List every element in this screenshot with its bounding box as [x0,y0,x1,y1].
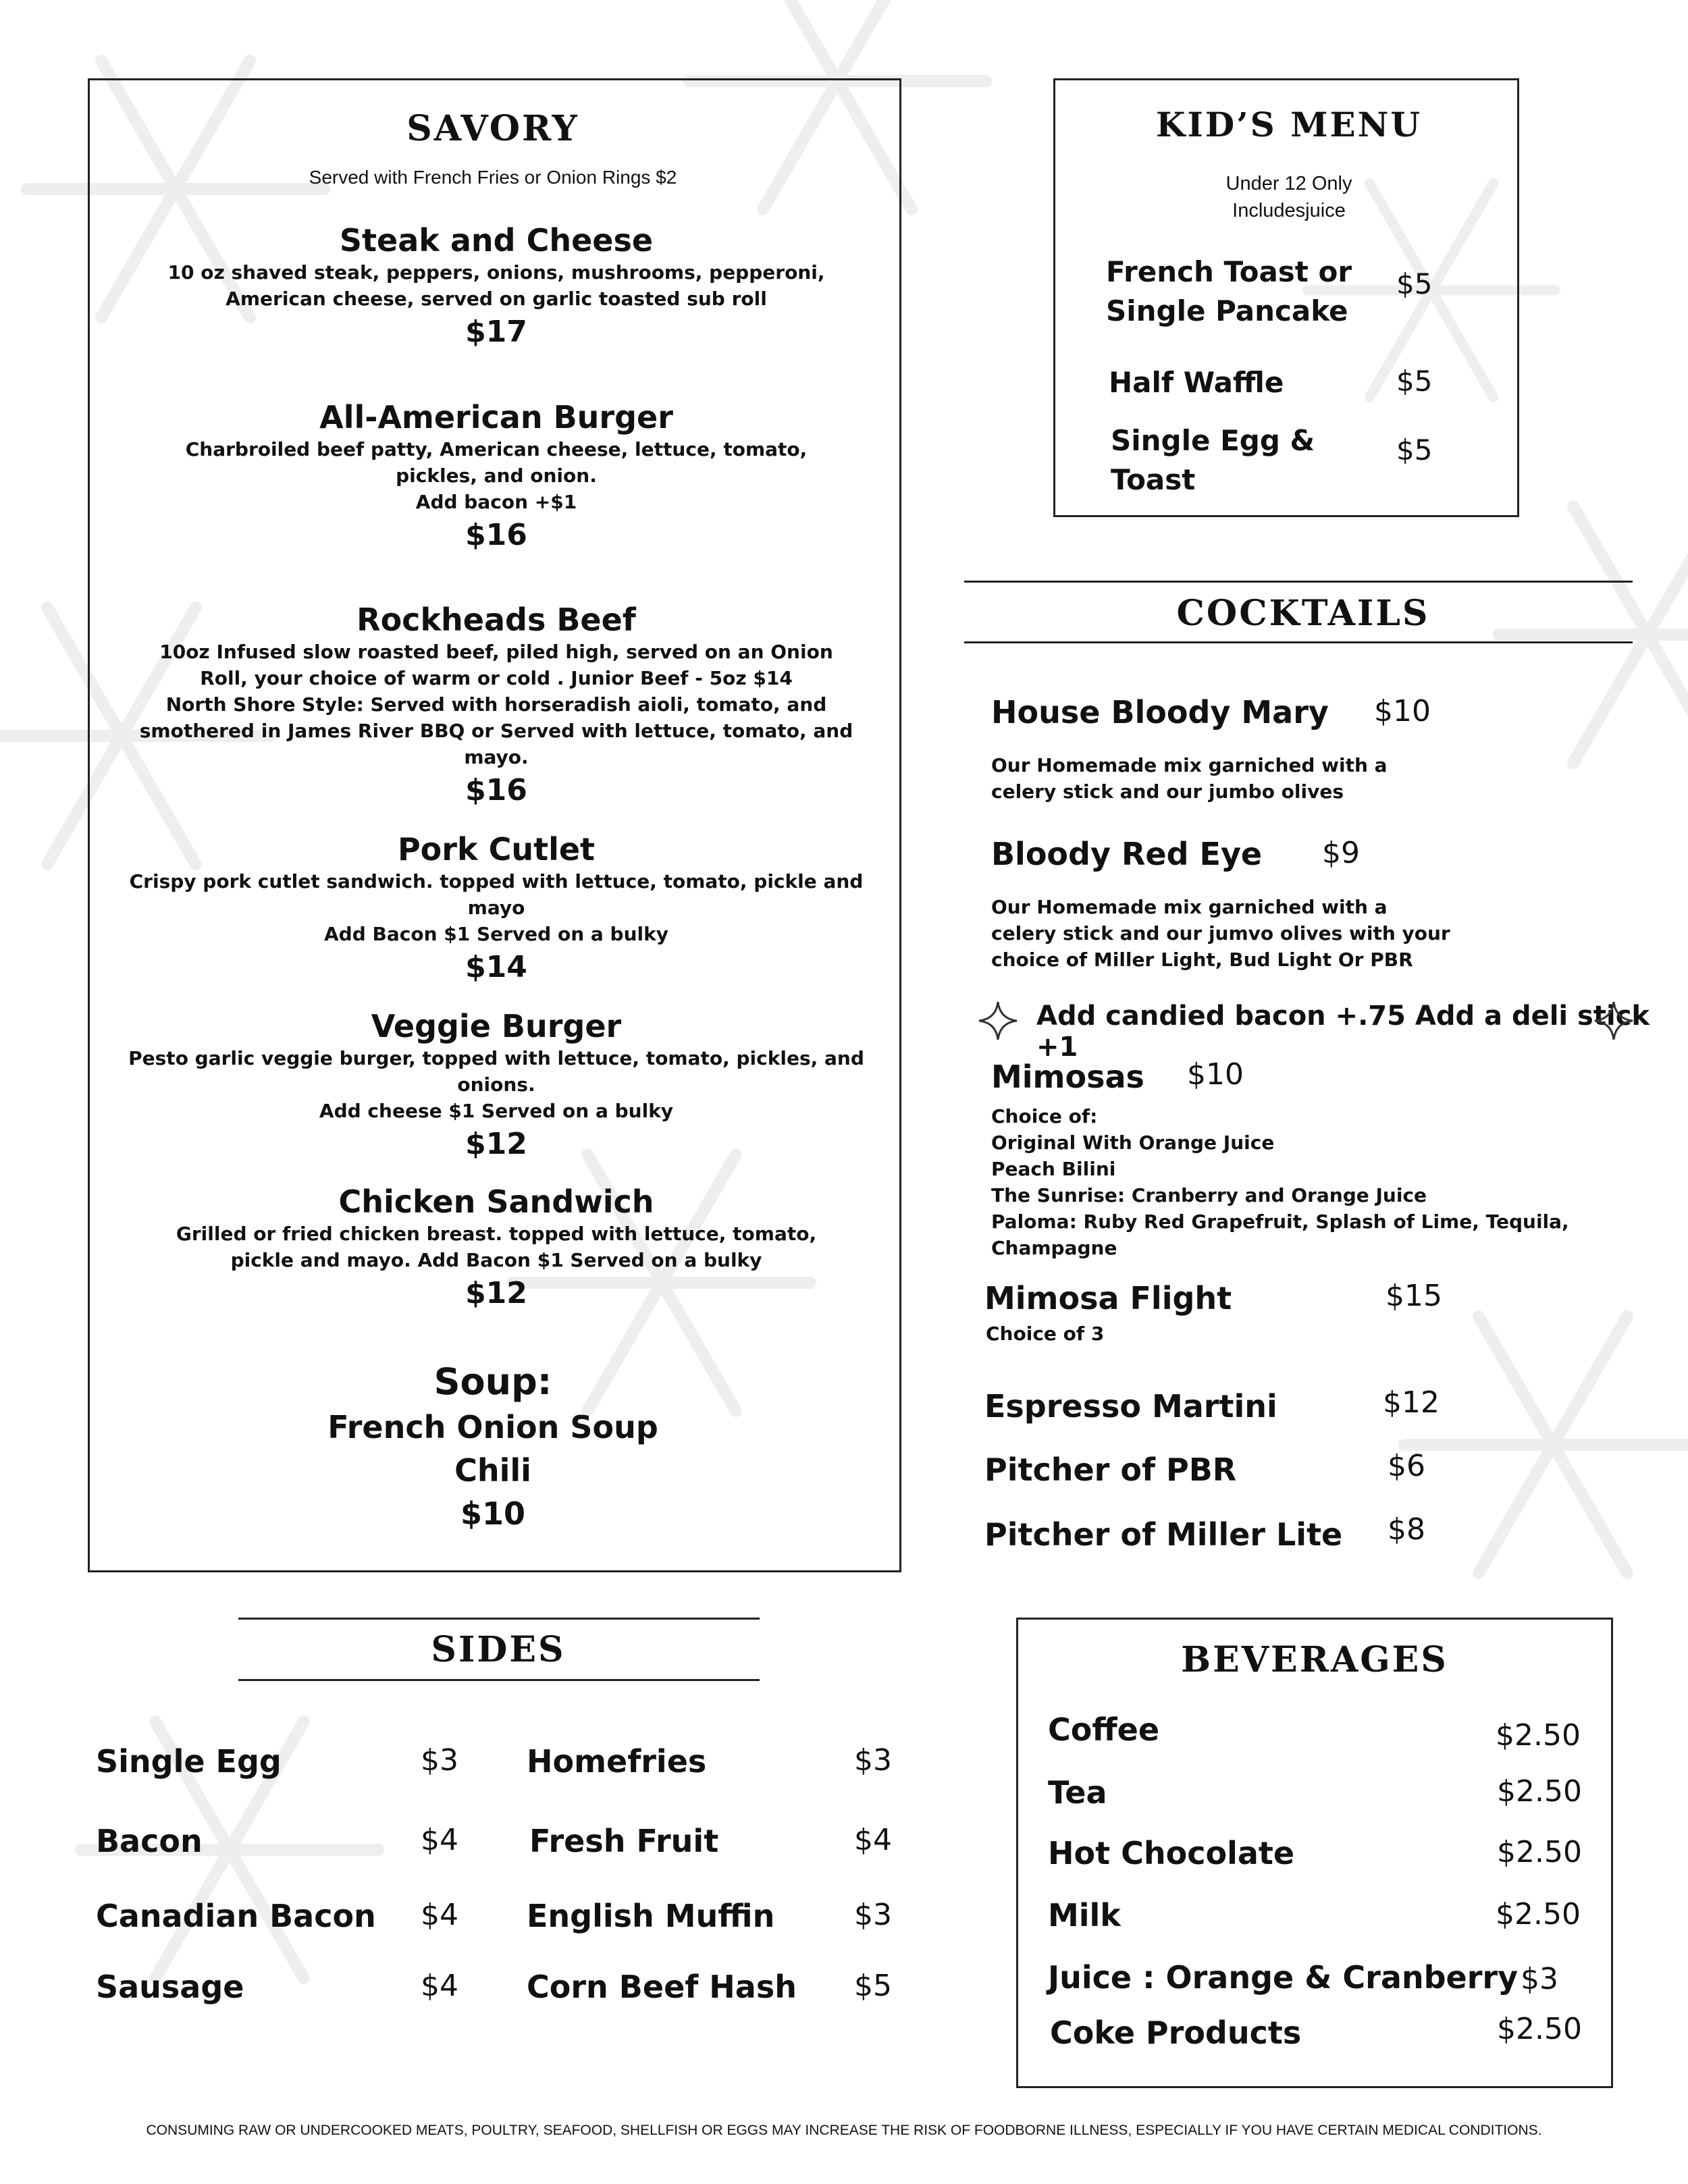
sparkle-icon [1593,1001,1634,1041]
side-name: Bacon [96,1823,203,1859]
sides-rule-top [238,1618,760,1620]
cocktail-name: House Bloody Mary [991,694,1329,730]
item-description: 10oz Infused slow roasted beef, piled high, served on an Onion Roll, your choice of warm or cold . Junior Beef - 5oz $14 [159,641,833,689]
item-price: $17 [465,315,527,349]
beverage-name: Coffee [1048,1711,1160,1748]
item-description: Grilled or fried chicken breast. topped with lettuce, tomato, pickle and mayo. Add Bacon $1 Served on a bulky [176,1223,817,1271]
cocktail-price: $10 [1187,1057,1244,1092]
side-name: Fresh Fruit [529,1823,719,1859]
side-price: $4 [421,1969,458,2003]
cocktails-rule-bottom [964,641,1633,643]
kids-item-name-line: Single Pancake [1106,294,1348,327]
beverage-price: $2.50 [1497,1835,1582,1869]
item-price: $12 [465,1127,527,1161]
kids-item-name [1106,252,1352,331]
side-price: $5 [854,1969,892,2003]
mimosa-choice: Paloma: Ruby Red Grapefruit, Splash of Lime, Tequila, Champagne [991,1210,1569,1259]
kids-age-note: Under 12 Only [1225,173,1352,194]
kids-menu-title: KID’S MENU [1156,105,1422,144]
kids-item-name [1111,421,1315,500]
cocktail-description-line: Our Homemade mix garniched with a [991,754,1388,776]
side-name: Sausage [96,1969,244,2005]
cocktail-name: Mimosas [991,1059,1144,1095]
cocktail-name: Bloody Red Eye [991,836,1263,872]
beverages-title: BEVERAGES [1181,1639,1448,1680]
side-price: $4 [421,1898,458,1932]
cocktails-title: COCKTAILS [1176,593,1430,634]
cocktail-price: $10 [1374,694,1431,728]
kids-item-name-line: Toast [1111,463,1196,496]
cocktail-description: Choice of 3 [986,1323,1105,1345]
side-price: $3 [854,1743,892,1778]
item-addon: Add bacon +$1 [415,491,577,513]
beverage-price: $2.50 [1497,2012,1582,2046]
cocktail-description-line: Our Homemade mix garniched with a [991,896,1388,918]
soup-option: French Onion Soup [327,1409,658,1445]
cocktail-name: Espresso Martini [984,1388,1277,1424]
mimosa-choice: The Sunrise: Cranberry and Orange Juice [991,1184,1427,1206]
savory-title: SAVORY [406,108,579,149]
kids-item-price: $5 [1396,433,1433,467]
item-name: All-American Burger [319,399,673,435]
soup-title: Soup: [433,1360,552,1403]
side-name: Corn Beef Hash [527,1969,797,2005]
soup-price: $10 [460,1495,526,1532]
item-price: $14 [465,950,527,984]
item-addon: Add cheese $1 Served on a bulky [319,1100,674,1122]
beverage-price: $2.50 [1496,1897,1581,1932]
cocktail-description-line: celery stick and our jumvo olives with your [991,922,1450,944]
sides-rule-bottom [238,1679,760,1681]
food-safety-disclaimer: CONSUMING RAW OR UNDERCOOKED MEATS, POULTRY, SEAFOOD, SHELLFISH OR EGGS MAY INCREASE THE RISK OF FOODBORNE ILLNESS, ESPECIALLY IF YOU HAVE CERTAIN MEDICAL CONDITIONS. [146,2123,1542,2138]
beverage-price: $3 [1521,1962,1558,1996]
kids-item-name-line: Single Egg & [1111,424,1315,457]
side-price: $3 [854,1898,892,1932]
cocktail-price: $15 [1386,1279,1442,1313]
savory-subtitle: Served with French Fries or Onion Rings $2 [309,167,677,188]
side-name: Canadian Bacon [96,1898,376,1934]
snowflake-decoration [1485,473,1688,797]
cocktail-description [991,894,1450,973]
menu-item-pork-cutlet [115,830,878,988]
side-price: $4 [854,1823,892,1857]
kids-juice-note: Includesjuice [1232,200,1346,221]
item-description: Charbroiled beef patty, American cheese, lettuce, tomato, pickles, and onion. [185,438,808,487]
cocktails-rule-top [964,581,1633,583]
kids-item-price: $5 [1396,267,1433,300]
beverage-price: $2.50 [1497,1774,1582,1809]
item-addon: Add Bacon $1 Served on a bulky [324,923,668,945]
menu-item-all-american-burger [115,398,878,556]
mimosa-choice: Choice of: [991,1105,1098,1127]
sparkle-icon [978,1001,1018,1041]
beverage-price: $2.50 [1496,1718,1581,1753]
kids-menu-subtitle [1056,170,1522,224]
item-description-extra: North Shore Style: Served with horseradish aioli, tomato, and smothered in James River BBQ or Served with lettuce, tomato, and mayo. [139,693,853,768]
cocktail-price: $12 [1383,1385,1440,1420]
kids-item-name: Half Waffle [1109,366,1284,399]
side-price: $3 [421,1743,458,1778]
cocktail-name: Pitcher of PBR [984,1451,1237,1488]
side-name: English Muffin [527,1898,775,1934]
menu-item-veggie-burger [115,1007,878,1165]
cocktail-price: $8 [1388,1512,1425,1547]
item-name: Rockheads Beef [357,602,636,638]
kids-item-price: $5 [1396,365,1433,398]
beverage-name: Milk [1048,1897,1121,1934]
soup-option: Chili [454,1452,531,1489]
item-price: $16 [465,773,527,807]
item-description: 10 oz shaved steak, peppers, onions, mushrooms, pepperoni, American cheese, served on garlic toasted sub roll [167,261,825,310]
menu-item-rockheads-beef [115,601,878,811]
cocktail-name: Pitcher of Miller Lite [984,1516,1343,1553]
cocktail-name: Mimosa Flight [984,1280,1232,1316]
beverage-name: Coke Products [1050,2015,1302,2051]
item-name: Steak and Cheese [339,222,654,259]
side-name: Homefries [527,1743,707,1780]
mimosa-choice: Original With Orange Juice [991,1131,1275,1154]
item-price: $12 [465,1276,527,1310]
item-description: Crispy pork cutlet sandwich. topped with lettuce, tomato, pickle and mayo [129,870,864,919]
mimosa-choices [991,1103,1688,1261]
kids-item-name-line: French Toast or [1106,255,1352,288]
menu-item-steak-and-cheese [115,221,878,352]
sides-title: SIDES [431,1629,566,1670]
cocktail-description-line: choice of Miller Light, Bud Light Or PBR [991,949,1413,971]
cocktail-description [991,752,1388,805]
side-price: $4 [421,1823,458,1857]
item-name: Pork Cutlet [397,831,596,868]
side-name: Single Egg [96,1743,282,1780]
beverage-name: Juice : Orange & Cranberry [1048,1959,1519,1996]
item-price: $16 [465,518,527,552]
beverage-name: Hot Chocolate [1048,1835,1295,1871]
menu-item-soup [88,1358,898,1535]
cocktail-description-line: celery stick and our jumbo olives [991,780,1344,803]
item-description: Pesto garlic veggie burger, topped with lettuce, tomato, pickles, and onions. [128,1047,864,1096]
item-name: Veggie Burger [371,1008,622,1044]
menu-item-chicken-sandwich [115,1183,878,1314]
beverage-name: Tea [1048,1774,1107,1811]
item-name: Chicken Sandwich [338,1183,654,1220]
cocktail-addon-note: Add candied bacon +.75 Add a deli stick +1 [1036,1001,1650,1063]
mimosa-choice: Peach Bilini [991,1158,1116,1180]
cocktail-price: $6 [1388,1449,1425,1483]
cocktail-price: $9 [1322,836,1360,870]
snowflake-decoration [1391,1283,1688,1607]
